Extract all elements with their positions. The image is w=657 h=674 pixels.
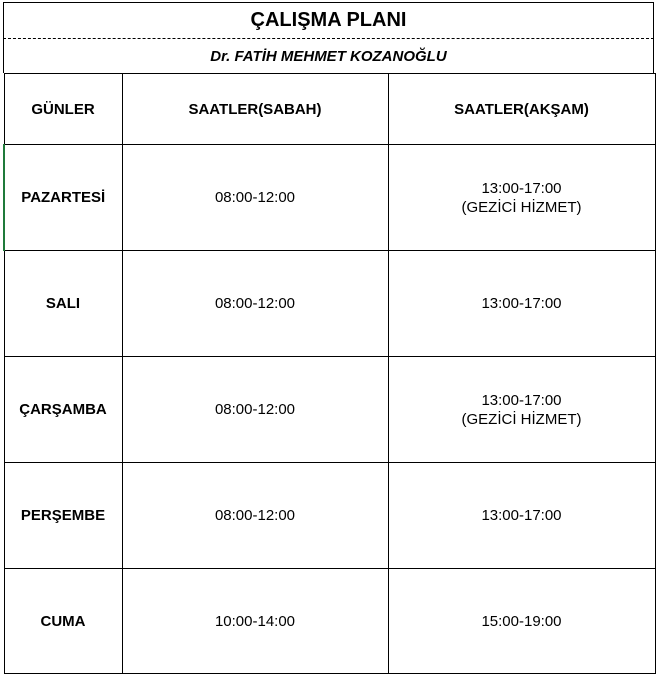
table-row (4, 569, 655, 674)
page-title[interactable]: ÇALIŞMA PLANI (3, 2, 654, 38)
header-morning-hours[interactable]: SAATLER(SABAH) (122, 74, 388, 145)
morning-cell-tuesday[interactable]: 08:00-12:00 (122, 251, 388, 357)
table-row (4, 463, 655, 569)
evening-cell-friday[interactable]: 15:00-19:00 (388, 569, 655, 674)
day-cell-tuesday[interactable]: SALI (4, 251, 122, 357)
evening-hours-text: 13:00-17:00 (481, 179, 562, 197)
header-evening-hours[interactable]: SAATLER(AKŞAM) (388, 74, 655, 145)
day-cell-thursday[interactable]: PERŞEMBE (4, 463, 122, 569)
header-days[interactable]: GÜNLER (4, 74, 122, 145)
evening-cell-monday[interactable] (388, 145, 655, 251)
day-cell-wednesday[interactable]: ÇARŞAMBA (4, 357, 122, 463)
day-cell-monday[interactable]: PAZARTESİ (4, 145, 122, 251)
morning-cell-thursday[interactable]: 08:00-12:00 (122, 463, 388, 569)
evening-note-text: (GEZİCİ HİZMET) (461, 198, 582, 216)
evening-cell-wednesday[interactable] (388, 357, 655, 463)
schedule-table (3, 73, 656, 674)
table-row (4, 251, 655, 357)
evening-note-text: (GEZİCİ HİZMET) (461, 410, 582, 428)
header-row (4, 74, 655, 145)
day-cell-friday[interactable]: CUMA (4, 569, 122, 674)
table-row (4, 357, 655, 463)
table-row (4, 145, 655, 251)
morning-cell-wednesday[interactable]: 08:00-12:00 (122, 357, 388, 463)
morning-cell-monday[interactable]: 08:00-12:00 (122, 145, 388, 251)
morning-cell-friday[interactable]: 10:00-14:00 (122, 569, 388, 674)
evening-hours-text: 13:00-17:00 (481, 391, 562, 409)
evening-cell-tuesday[interactable]: 13:00-17:00 (388, 251, 655, 357)
doctor-name[interactable]: Dr. FATİH MEHMET KOZANOĞLU (3, 39, 654, 73)
schedule-sheet (3, 2, 654, 674)
evening-cell-thursday[interactable]: 13:00-17:00 (388, 463, 655, 569)
